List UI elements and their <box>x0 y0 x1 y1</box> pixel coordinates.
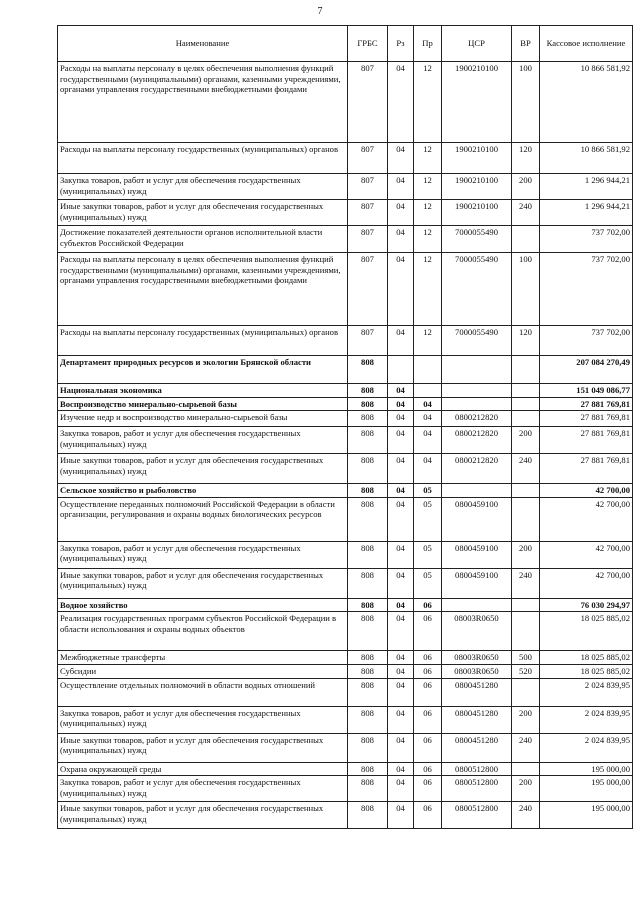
cell-pr: 06 <box>414 706 442 733</box>
cell-amount: 2 024 839,95 <box>540 678 633 706</box>
cell-name: Закупка товаров, работ и услуг для обеспечения государственных (муниципальных) нужд <box>58 427 348 454</box>
cell-amount: 151 049 086,77 <box>540 384 633 398</box>
cell-pr: 12 <box>414 62 442 143</box>
cell-csr: 08003R0650 <box>442 651 512 665</box>
cell-rz: 04 <box>388 62 414 143</box>
cell-amount: 76 030 294,97 <box>540 598 633 612</box>
header-grbs: ГРБС <box>348 26 388 62</box>
cell-csr: 0800212820 <box>442 411 512 427</box>
cell-name: Субсидии <box>58 664 348 678</box>
cell-vr <box>512 598 540 612</box>
cell-pr <box>414 356 442 384</box>
cell-pr: 12 <box>414 143 442 174</box>
cell-grbs: 808 <box>348 427 388 454</box>
cell-grbs: 808 <box>348 541 388 568</box>
cell-amount: 27 881 769,81 <box>540 411 633 427</box>
cell-grbs: 808 <box>348 497 388 541</box>
cell-csr: 1900210100 <box>442 200 512 226</box>
cell-amount: 10 866 581,92 <box>540 143 633 174</box>
cell-pr: 06 <box>414 762 442 776</box>
cell-name: Реализация государственных программ субъектов Российской Федерации в области использования и охраны водных объектов <box>58 612 348 651</box>
cell-grbs: 808 <box>348 664 388 678</box>
cell-amount: 42 700,00 <box>540 541 633 568</box>
cell-vr <box>512 226 540 253</box>
cell-pr: 06 <box>414 678 442 706</box>
header-pr: Пр <box>414 26 442 62</box>
cell-amount: 42 700,00 <box>540 568 633 598</box>
cell-name: Закупка товаров, работ и услуг для обеспечения государственных (муниципальных) нужд <box>58 174 348 200</box>
cell-grbs: 807 <box>348 253 388 326</box>
cell-rz: 04 <box>388 762 414 776</box>
cell-vr <box>512 678 540 706</box>
table-row <box>58 802 633 829</box>
table-row <box>58 776 633 802</box>
cell-rz: 04 <box>388 612 414 651</box>
cell-vr <box>512 762 540 776</box>
cell-name: Расходы на выплаты персоналу государственных (муниципальных) органов <box>58 143 348 174</box>
cell-amount: 1 296 944,21 <box>540 174 633 200</box>
cell-name: Сельское хозяйство и рыболовство <box>58 484 348 498</box>
cell-rz: 04 <box>388 454 414 484</box>
cell-rz: 04 <box>388 484 414 498</box>
cell-amount: 737 702,00 <box>540 226 633 253</box>
cell-name: Иные закупки товаров, работ и услуг для обеспечения государственных (муниципальных) нужд <box>58 802 348 829</box>
table-row <box>58 411 633 427</box>
cell-amount: 737 702,00 <box>540 326 633 356</box>
cell-grbs: 807 <box>348 226 388 253</box>
cell-rz: 04 <box>388 397 414 411</box>
cell-pr: 06 <box>414 612 442 651</box>
cell-grbs: 807 <box>348 174 388 200</box>
cell-grbs: 808 <box>348 776 388 802</box>
cell-name: Воспроизводство минерально-сырьевой базы <box>58 397 348 411</box>
cell-name: Закупка товаров, работ и услуг для обеспечения государственных (муниципальных) нужд <box>58 541 348 568</box>
cell-grbs: 808 <box>348 484 388 498</box>
table-row <box>58 253 633 326</box>
cell-rz: 04 <box>388 541 414 568</box>
cell-pr: 06 <box>414 651 442 665</box>
table-row <box>58 664 633 678</box>
header-amount: Кассовое исполнение <box>540 26 633 62</box>
cell-vr <box>512 612 540 651</box>
cell-pr: 04 <box>414 427 442 454</box>
cell-vr <box>512 356 540 384</box>
cell-csr: 0800512800 <box>442 802 512 829</box>
cell-vr: 200 <box>512 427 540 454</box>
cell-pr: 06 <box>414 598 442 612</box>
cell-vr: 500 <box>512 651 540 665</box>
cell-csr: 0800459100 <box>442 568 512 598</box>
table-row <box>58 612 633 651</box>
cell-grbs: 808 <box>348 568 388 598</box>
cell-grbs: 808 <box>348 454 388 484</box>
cell-vr: 100 <box>512 253 540 326</box>
cell-vr: 120 <box>512 326 540 356</box>
cell-vr: 120 <box>512 143 540 174</box>
cell-name: Иные закупки товаров, работ и услуг для обеспечения государственных (муниципальных) нужд <box>58 733 348 762</box>
table-header-row <box>58 26 633 62</box>
section-row <box>58 598 633 612</box>
cell-rz: 04 <box>388 411 414 427</box>
cell-rz: 04 <box>388 733 414 762</box>
cell-csr: 0800212820 <box>442 427 512 454</box>
cell-amount: 18 025 885,02 <box>540 612 633 651</box>
cell-vr: 200 <box>512 706 540 733</box>
cell-vr <box>512 497 540 541</box>
cell-grbs: 808 <box>348 411 388 427</box>
cell-rz: 04 <box>388 598 414 612</box>
cell-grbs: 808 <box>348 706 388 733</box>
table-row <box>58 226 633 253</box>
section-row <box>58 384 633 398</box>
header-rz: Рз <box>388 26 414 62</box>
cell-pr: 04 <box>414 397 442 411</box>
cell-pr: 12 <box>414 200 442 226</box>
cell-amount: 27 881 769,81 <box>540 397 633 411</box>
cell-pr: 06 <box>414 733 442 762</box>
budget-execution-table <box>57 25 633 829</box>
header-vr: ВР <box>512 26 540 62</box>
cell-csr: 1900210100 <box>442 143 512 174</box>
cell-rz: 04 <box>388 678 414 706</box>
cell-name: Иные закупки товаров, работ и услуг для обеспечения государственных (муниципальных) нужд <box>58 454 348 484</box>
cell-amount: 195 000,00 <box>540 776 633 802</box>
cell-grbs: 808 <box>348 356 388 384</box>
cell-name: Иные закупки товаров, работ и услуг для обеспечения государственных (муниципальных) нужд <box>58 200 348 226</box>
table-row <box>58 174 633 200</box>
cell-name: Расходы на выплаты персоналу государственных (муниципальных) органов <box>58 326 348 356</box>
cell-csr: 08003R0650 <box>442 664 512 678</box>
cell-name: Водное хозяйство <box>58 598 348 612</box>
cell-pr: 05 <box>414 541 442 568</box>
cell-csr: 0800512800 <box>442 776 512 802</box>
cell-vr <box>512 384 540 398</box>
cell-csr: 0800459100 <box>442 497 512 541</box>
cell-vr: 100 <box>512 62 540 143</box>
cell-rz: 04 <box>388 427 414 454</box>
cell-rz: 04 <box>388 200 414 226</box>
cell-vr: 240 <box>512 568 540 598</box>
cell-rz: 04 <box>388 384 414 398</box>
table-row <box>58 143 633 174</box>
header-name: Наименование <box>58 26 348 62</box>
cell-amount: 42 700,00 <box>540 497 633 541</box>
cell-csr: 0800512800 <box>442 762 512 776</box>
cell-name: Осуществление отдельных полномочий в области водных отношений <box>58 678 348 706</box>
cell-grbs: 808 <box>348 678 388 706</box>
cell-vr: 240 <box>512 454 540 484</box>
cell-amount: 18 025 885,02 <box>540 664 633 678</box>
cell-name: Расходы на выплаты персоналу в целях обеспечения выполнения функций государственными (муниципальными) органами, казенными учреждениями, органами управления государственными внебюджетными фондами <box>58 253 348 326</box>
cell-csr <box>442 484 512 498</box>
cell-vr <box>512 411 540 427</box>
cell-rz: 04 <box>388 651 414 665</box>
cell-name: Департамент природных ресурсов и экологии Брянской области <box>58 356 348 384</box>
cell-rz: 04 <box>388 253 414 326</box>
cell-grbs: 808 <box>348 598 388 612</box>
cell-name: Изучение недр и воспроизводство минерально-сырьевой базы <box>58 411 348 427</box>
cell-pr: 12 <box>414 253 442 326</box>
cell-name: Национальная экономика <box>58 384 348 398</box>
cell-amount: 27 881 769,81 <box>540 427 633 454</box>
cell-amount: 18 025 885,02 <box>540 651 633 665</box>
section-row <box>58 397 633 411</box>
cell-pr: 06 <box>414 664 442 678</box>
cell-amount: 42 700,00 <box>540 484 633 498</box>
cell-name: Закупка товаров, работ и услуг для обеспечения государственных (муниципальных) нужд <box>58 706 348 733</box>
table-row <box>58 497 633 541</box>
cell-pr: 05 <box>414 484 442 498</box>
cell-name: Иные закупки товаров, работ и услуг для обеспечения государственных (муниципальных) нужд <box>58 568 348 598</box>
table-row <box>58 706 633 733</box>
table-row <box>58 762 633 776</box>
cell-csr: 0800451280 <box>442 733 512 762</box>
cell-vr: 520 <box>512 664 540 678</box>
cell-rz <box>388 356 414 384</box>
table-row <box>58 651 633 665</box>
cell-rz: 04 <box>388 706 414 733</box>
cell-amount: 195 000,00 <box>540 802 633 829</box>
cell-grbs: 807 <box>348 143 388 174</box>
cell-name: Охрана окружающей среды <box>58 762 348 776</box>
table-row <box>58 733 633 762</box>
cell-name: Осуществление переданных полномочий Российской Федерации в области организации, регулирования и охраны водных биологических ресурсов <box>58 497 348 541</box>
cell-pr <box>414 384 442 398</box>
cell-csr: 1900210100 <box>442 62 512 143</box>
cell-name: Достижение показателей деятельности органов исполнительной власти субъектов Российской Федерации <box>58 226 348 253</box>
cell-grbs: 808 <box>348 384 388 398</box>
cell-pr: 04 <box>414 454 442 484</box>
cell-csr: 7000055490 <box>442 326 512 356</box>
table-row <box>58 427 633 454</box>
cell-rz: 04 <box>388 326 414 356</box>
cell-csr: 0800459100 <box>442 541 512 568</box>
cell-amount: 10 866 581,92 <box>540 62 633 143</box>
cell-grbs: 807 <box>348 326 388 356</box>
cell-amount: 2 024 839,95 <box>540 733 633 762</box>
cell-csr: 7000055490 <box>442 226 512 253</box>
section-row <box>58 484 633 498</box>
cell-pr: 12 <box>414 326 442 356</box>
page-number: 7 <box>317 6 323 17</box>
table-row <box>58 568 633 598</box>
cell-rz: 04 <box>388 802 414 829</box>
table-row <box>58 678 633 706</box>
cell-name: Закупка товаров, работ и услуг для обеспечения государственных (муниципальных) нужд <box>58 776 348 802</box>
cell-grbs: 807 <box>348 200 388 226</box>
cell-pr: 12 <box>414 174 442 200</box>
cell-rz: 04 <box>388 568 414 598</box>
cell-rz: 04 <box>388 497 414 541</box>
cell-grbs: 808 <box>348 612 388 651</box>
cell-grbs: 808 <box>348 802 388 829</box>
header-csr: ЦСР <box>442 26 512 62</box>
cell-pr: 05 <box>414 568 442 598</box>
cell-pr: 06 <box>414 776 442 802</box>
cell-vr: 200 <box>512 541 540 568</box>
cell-csr <box>442 598 512 612</box>
table-row <box>58 326 633 356</box>
cell-rz: 04 <box>388 664 414 678</box>
cell-grbs: 808 <box>348 397 388 411</box>
cell-vr: 240 <box>512 200 540 226</box>
table-row <box>58 454 633 484</box>
cell-pr: 12 <box>414 226 442 253</box>
table-row <box>58 62 633 143</box>
cell-grbs: 808 <box>348 762 388 776</box>
cell-csr <box>442 356 512 384</box>
cell-rz: 04 <box>388 776 414 802</box>
cell-pr: 05 <box>414 497 442 541</box>
cell-vr <box>512 397 540 411</box>
cell-pr: 06 <box>414 802 442 829</box>
cell-pr: 04 <box>414 411 442 427</box>
cell-csr: 0800451280 <box>442 706 512 733</box>
cell-csr: 0800451280 <box>442 678 512 706</box>
section-row <box>58 356 633 384</box>
cell-name: Межбюджетные трансферты <box>58 651 348 665</box>
cell-vr: 200 <box>512 776 540 802</box>
cell-grbs: 808 <box>348 651 388 665</box>
cell-amount: 27 881 769,81 <box>540 454 633 484</box>
cell-name: Расходы на выплаты персоналу в целях обеспечения выполнения функций государственными (муниципальными) органами, казенными учреждениями, органами управления государственными внебюджетными фондами <box>58 62 348 143</box>
cell-amount: 195 000,00 <box>540 762 633 776</box>
cell-amount: 737 702,00 <box>540 253 633 326</box>
table-row <box>58 541 633 568</box>
cell-vr <box>512 484 540 498</box>
cell-vr: 200 <box>512 174 540 200</box>
cell-rz: 04 <box>388 143 414 174</box>
cell-csr: 7000055490 <box>442 253 512 326</box>
cell-amount: 2 024 839,95 <box>540 706 633 733</box>
cell-grbs: 808 <box>348 733 388 762</box>
cell-amount: 1 296 944,21 <box>540 200 633 226</box>
cell-csr: 1900210100 <box>442 174 512 200</box>
cell-csr <box>442 397 512 411</box>
cell-grbs: 807 <box>348 62 388 143</box>
cell-rz: 04 <box>388 226 414 253</box>
cell-vr: 240 <box>512 802 540 829</box>
cell-amount: 207 084 270,49 <box>540 356 633 384</box>
cell-csr: 08003R0650 <box>442 612 512 651</box>
cell-csr: 0800212820 <box>442 454 512 484</box>
cell-rz: 04 <box>388 174 414 200</box>
cell-csr <box>442 384 512 398</box>
cell-vr: 240 <box>512 733 540 762</box>
table-row <box>58 200 633 226</box>
